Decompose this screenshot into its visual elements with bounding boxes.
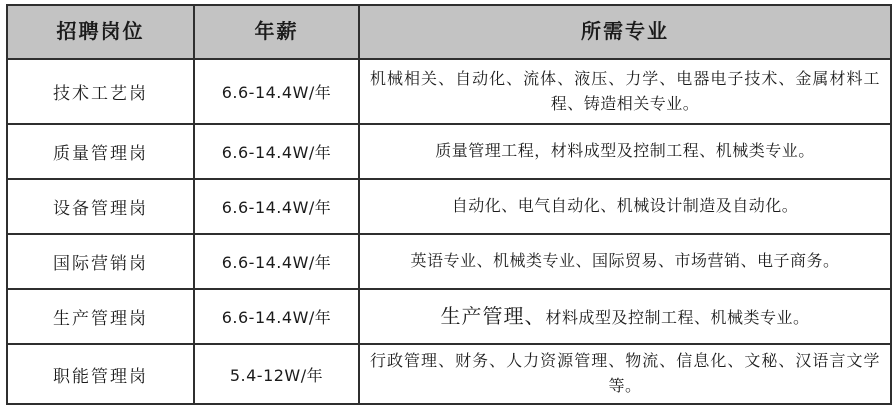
position-cell: 质量管理岗: [7, 124, 194, 179]
table-row: [7, 289, 891, 344]
position-cell: 技术工艺岗: [7, 59, 194, 124]
majors-rest-text: 材料成型及控制工程、机械类专业。: [545, 308, 810, 327]
position-cell: 国际营销岗: [7, 234, 194, 289]
majors-cell: 英语专业、机械类专业、国际贸易、市场营销、电子商务。: [359, 234, 891, 289]
header-salary: 年薪: [194, 5, 359, 59]
majors-cell: 机械相关、自动化、流体、液压、力学、电器电子技术、金属材料工程、铸造相关专业。: [359, 59, 891, 124]
salary-cell: 6.6-14.4W/年: [194, 179, 359, 234]
recruitment-table: [6, 4, 892, 405]
table-row: [7, 234, 891, 289]
salary-cell: 5.4-12W/年: [194, 344, 359, 404]
salary-cell: 6.6-14.4W/年: [194, 234, 359, 289]
position-cell: 设备管理岗: [7, 179, 194, 234]
majors-cell: 自动化、电气自动化、机械设计制造及自动化。: [359, 179, 891, 234]
salary-cell: 6.6-14.4W/年: [194, 59, 359, 124]
header-row: [7, 5, 891, 59]
table-row: [7, 124, 891, 179]
table-row: [7, 179, 891, 234]
header-position: 招聘岗位: [7, 5, 194, 59]
position-cell: 职能管理岗: [7, 344, 194, 404]
majors-cell: [359, 289, 891, 344]
majors-cell: 质量管理工程，材料成型及控制工程、机械类专业。: [359, 124, 891, 179]
salary-cell: 6.6-14.4W/年: [194, 124, 359, 179]
majors-lead-text: 生产管理、: [440, 304, 546, 328]
salary-cell: 6.6-14.4W/年: [194, 289, 359, 344]
header-majors: 所需专业: [359, 5, 891, 59]
table-row: [7, 59, 891, 124]
table-row: [7, 344, 891, 404]
majors-cell: 行政管理、财务、人力资源管理、物流、信息化、文秘、汉语言文学等。: [359, 344, 891, 404]
position-cell: 生产管理岗: [7, 289, 194, 344]
